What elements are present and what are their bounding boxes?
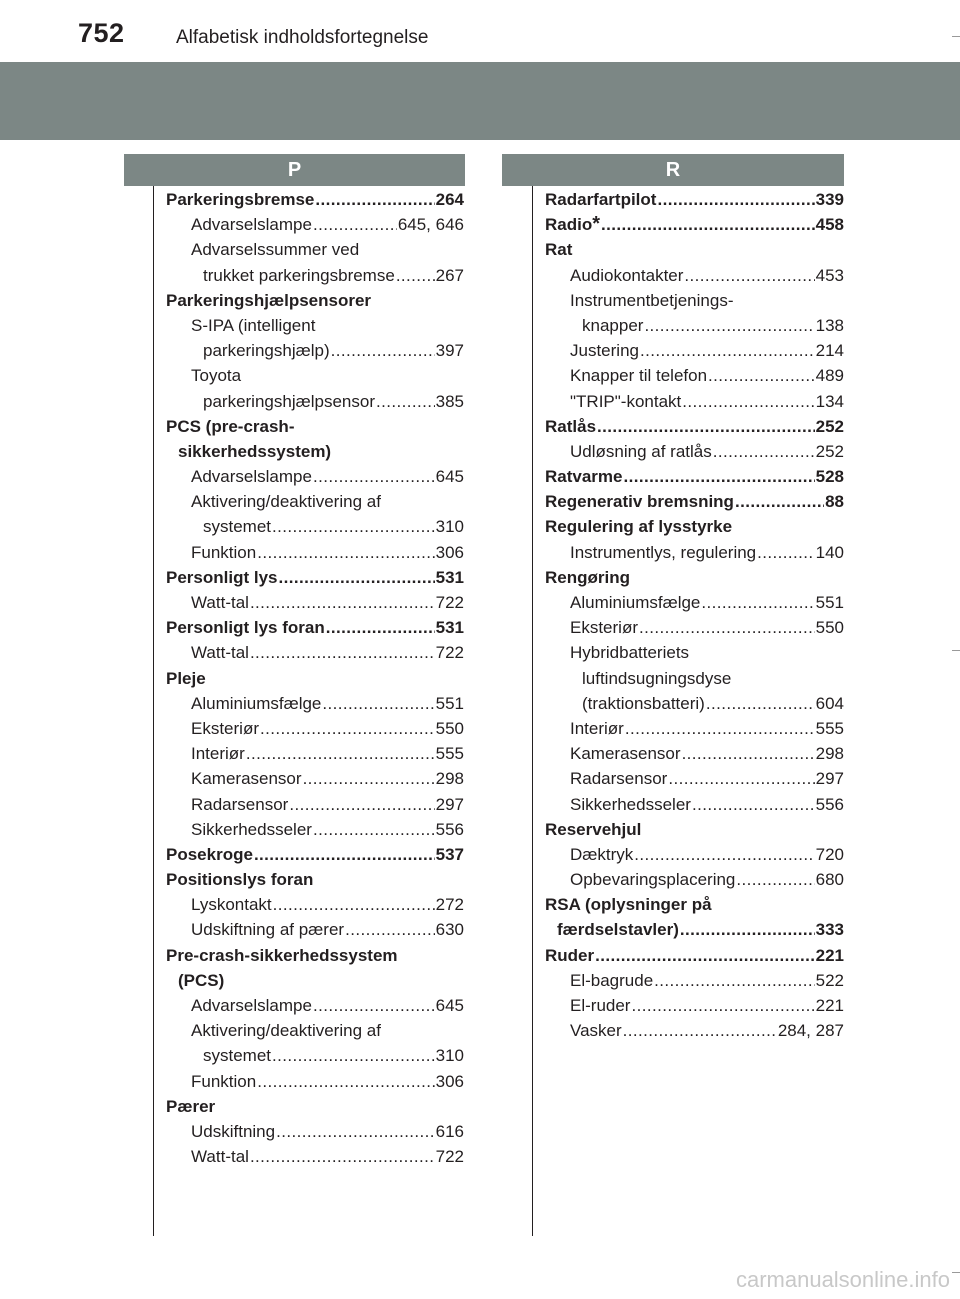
entry-text: Audiokontakter	[570, 265, 684, 285]
entry-text: sikkerhedssystem)	[178, 441, 332, 461]
index-subentry	[166, 817, 464, 842]
page-ref: 522	[815, 970, 844, 990]
dot-leader	[640, 338, 815, 363]
page-ref: 252	[815, 416, 844, 436]
dot-leader	[289, 792, 434, 817]
index-entry	[166, 615, 464, 640]
index-subentry	[545, 313, 844, 338]
dot-leader	[326, 615, 435, 640]
dot-leader	[396, 263, 435, 288]
index-subentry	[166, 993, 464, 1018]
dot-leader	[735, 489, 824, 514]
dot-leader	[601, 212, 815, 237]
index-subentry	[166, 237, 464, 262]
entry-text: Advarselslampe	[191, 996, 312, 1015]
index-entry	[166, 943, 464, 968]
entry-text: Personligt lys foran	[166, 618, 325, 638]
page-ref: 252	[815, 441, 844, 461]
page-ref: 458	[815, 215, 844, 235]
entry-text: (PCS)	[178, 970, 225, 990]
entry-text: Dæktryk	[570, 844, 634, 864]
page-ref: 310	[435, 517, 464, 537]
dot-leader	[654, 968, 814, 993]
page-ref: 556	[815, 794, 844, 814]
dot-leader	[595, 943, 815, 968]
page-ref: 489	[815, 366, 844, 386]
index-subentry	[166, 590, 464, 615]
entry-text: Sikkerhedsseler	[570, 794, 691, 814]
page-ref: 722	[435, 1147, 464, 1167]
entry-text: Interiør	[570, 718, 624, 738]
entry-text: Kamerasensor	[570, 744, 681, 764]
entry-text: knapper	[582, 315, 644, 335]
index-subentry	[166, 489, 464, 514]
page-ref: 531	[435, 567, 464, 587]
index-subentry	[545, 640, 844, 665]
entry-text: Radarsensor	[191, 794, 289, 814]
dot-leader	[257, 1069, 434, 1094]
entry-text: S-IPA (intelligent	[191, 315, 316, 335]
index-entry	[545, 514, 844, 539]
page-ref: 551	[815, 593, 844, 612]
index-subentry	[545, 363, 844, 388]
index-subentry	[545, 338, 844, 363]
page-ref: 138	[815, 315, 844, 335]
index-subentry	[166, 212, 464, 237]
entry-text: Posekroge	[166, 844, 253, 864]
page-ref: 134	[815, 391, 844, 411]
page-ref: 385	[435, 391, 464, 411]
index-entry: Radio * ..... 458	[545, 212, 844, 237]
entry-text: Regenerativ bremsning	[545, 492, 734, 512]
column-rule-left	[153, 186, 154, 1236]
index-subentry	[545, 540, 844, 565]
dot-leader	[257, 540, 434, 565]
index-subentry	[545, 439, 844, 464]
entry-text: Aktivering/deaktivering af	[191, 1021, 381, 1041]
entry-text: Rengøring	[545, 567, 630, 587]
index-subentry	[166, 691, 464, 716]
crop-mark	[952, 36, 960, 37]
page-ref: 722	[435, 643, 464, 663]
crop-mark	[952, 650, 960, 651]
index-entry	[545, 237, 844, 262]
entry-text: Aluminiumsfælge	[570, 593, 701, 612]
page-ref: 297	[815, 769, 844, 789]
dot-leader	[315, 187, 434, 212]
index-subentry	[166, 766, 464, 791]
dot-leader	[345, 917, 435, 942]
entry-text: Advarselslampe	[191, 467, 312, 487]
index-subentry	[166, 917, 464, 942]
page-ref: 680	[815, 870, 844, 890]
entry-text: Radarfartpilot	[545, 190, 657, 209]
entry-text: Hybridbatteriets	[570, 643, 690, 663]
entry-text: Radarsensor	[570, 769, 668, 789]
entry-text: luftindsugningsdyse	[582, 668, 732, 688]
index-subentry	[166, 1018, 464, 1043]
dot-leader	[713, 439, 815, 464]
dot-leader	[706, 691, 815, 716]
index-entry	[545, 414, 844, 439]
index-entry	[166, 867, 464, 892]
index-entry	[166, 439, 464, 464]
page-ref: 630	[435, 920, 464, 940]
entry-text: Reservehjul	[545, 819, 642, 839]
entry-text: Eksteriør	[570, 618, 638, 638]
entry-text: systemet	[203, 1046, 272, 1066]
index-entry	[545, 943, 844, 968]
entry-text: Opbevaringsplacering	[570, 870, 736, 890]
entry-text: Interiør	[191, 744, 245, 764]
page-ref: 556	[435, 819, 464, 839]
index-subentry	[166, 716, 464, 741]
entry-text: Parkeringshjælpsensorer	[166, 290, 372, 310]
index-subentry	[166, 741, 464, 766]
index-entry	[545, 565, 844, 590]
dot-leader	[631, 993, 814, 1018]
page-number: 752	[78, 18, 125, 48]
entry-text: Watt-tal	[191, 643, 249, 663]
index-entry	[166, 414, 464, 439]
dot-leader	[639, 615, 815, 640]
entry-text: Instrumentlys, regulering	[570, 542, 757, 562]
dot-leader	[303, 766, 435, 791]
index-subentry	[545, 691, 844, 716]
index-subentry	[166, 1043, 464, 1068]
crop-mark	[952, 1272, 960, 1273]
dot-leader	[272, 1043, 435, 1068]
entry-text: trukket parkeringsbremse	[203, 265, 395, 285]
entry-text: Funktion	[191, 1071, 257, 1091]
dot-leader	[278, 565, 434, 590]
page-ref: 537	[435, 844, 464, 864]
dot-leader	[260, 716, 435, 741]
dot-leader	[273, 892, 435, 917]
index-subentry	[545, 666, 844, 691]
page-ref: 333	[815, 920, 844, 940]
index-subentry	[166, 389, 464, 414]
page-ref: 531	[435, 618, 464, 638]
index-subentry	[166, 540, 464, 565]
page-ref: 339	[815, 190, 844, 209]
page-ref: 720	[815, 844, 844, 864]
entry-text: Rat	[545, 240, 573, 260]
column-rule-right	[532, 186, 533, 1236]
entry-text: systemet	[203, 517, 272, 537]
dot-leader	[682, 741, 815, 766]
entry-text: Funktion	[191, 542, 257, 562]
index-subentry	[166, 640, 464, 665]
entry-text: Justering	[570, 341, 639, 361]
entry-text: parkeringshjælpsensor	[203, 391, 375, 411]
entry-text: Parkeringsbremse	[166, 190, 315, 209]
entry-text: Ruder	[545, 945, 595, 965]
entry-text: Knapper til telefon	[570, 366, 708, 386]
index-entry	[545, 187, 844, 212]
page-ref: 722	[435, 593, 464, 612]
dot-leader	[623, 1018, 777, 1043]
entry-text: Aluminiumsfælge	[191, 693, 322, 713]
index-entry	[545, 817, 844, 842]
page-title: Alfabetisk indholdsfortegnelse	[176, 27, 429, 48]
entry-text: Personligt lys	[166, 567, 278, 587]
dot-leader	[680, 917, 815, 942]
page-ref: 140	[815, 542, 844, 562]
dot-leader	[313, 993, 435, 1018]
entry-text: Lyskontakt	[191, 895, 272, 915]
dot-leader	[313, 817, 435, 842]
entry-text: Sikkerhedsseler	[191, 819, 312, 839]
entry-text: Vasker	[570, 1021, 622, 1041]
entry-text: RSA (oplysninger på	[545, 895, 712, 915]
entry-text: Udskiftning af pærer	[191, 920, 345, 940]
page-ref: 550	[815, 618, 844, 638]
entry-text: Pre-crash-sikkerhedssystem	[166, 945, 398, 965]
entry-text: Eksteriør	[191, 718, 259, 738]
index-subentry	[545, 766, 844, 791]
entry-text: Aktivering/deaktivering af	[191, 492, 381, 512]
dot-leader	[757, 540, 814, 565]
index-entry	[166, 187, 464, 212]
dot-leader	[657, 187, 814, 212]
page-ref: 214	[815, 341, 844, 361]
entry-text: Toyota	[191, 366, 242, 386]
dot-leader	[376, 389, 435, 414]
entry-text: Watt-tal	[191, 593, 249, 612]
dot-leader	[682, 389, 814, 414]
index-subentry	[545, 1018, 844, 1043]
dot-leader	[272, 514, 435, 539]
index-subentry	[545, 993, 844, 1018]
page-ref: 604	[815, 693, 844, 713]
section-letter-p: P	[124, 154, 465, 186]
index-entry	[545, 892, 844, 917]
page-ref: 221	[815, 996, 844, 1015]
page-ref: 298	[815, 744, 844, 764]
entry-text: Advarselslampe	[191, 215, 312, 235]
dot-leader	[624, 464, 815, 489]
index-entry	[166, 666, 464, 691]
index-entry	[166, 288, 464, 313]
entry-text: parkeringshjælp)	[203, 341, 330, 361]
entry-text: Kamerasensor	[191, 769, 302, 789]
entry-text: Udskiftning	[191, 1121, 276, 1141]
entry-text: PCS (pre-crash-	[166, 416, 295, 436]
watermark: carmanualsonline.info	[735, 1267, 950, 1292]
index-subentry	[545, 968, 844, 993]
page-ref: 397	[435, 341, 464, 361]
section-letter-r: R	[502, 154, 844, 186]
entry-text: Ratlås	[545, 416, 597, 436]
page-ref: 306	[435, 542, 464, 562]
dot-leader	[692, 792, 815, 817]
dot-leader	[246, 741, 435, 766]
dot-leader	[701, 590, 814, 615]
index-subentry	[166, 1119, 464, 1144]
page-ref: 284, 287	[777, 1021, 844, 1041]
page-ref: 645, 646	[397, 215, 464, 235]
dot-leader	[597, 414, 815, 439]
index-subentry	[545, 716, 844, 741]
page-ref: 267	[435, 265, 464, 285]
entry-text: Pleje	[166, 668, 206, 688]
index-entry	[545, 917, 844, 942]
entry-text: Radio	[545, 215, 593, 235]
index-subentry	[166, 313, 464, 338]
entry-text: El-bagrude	[570, 970, 654, 990]
dot-leader	[736, 867, 814, 892]
index-subentry	[545, 263, 844, 288]
index-column-p	[166, 187, 464, 1169]
index-subentry	[545, 867, 844, 892]
page-ref: 272	[435, 895, 464, 915]
dot-leader	[313, 212, 397, 237]
page-ref: 645	[435, 467, 464, 487]
index-entry	[166, 1094, 464, 1119]
entry-text: Regulering af lysstyrke	[545, 517, 733, 537]
index-subentry	[166, 464, 464, 489]
index-subentry	[545, 792, 844, 817]
page-ref: 555	[815, 718, 844, 738]
index-subentry	[545, 288, 844, 313]
dot-leader	[276, 1119, 435, 1144]
page-header	[0, 0, 960, 62]
page-ref: 453	[815, 265, 844, 285]
header-band	[0, 62, 960, 140]
page-ref: 264	[435, 190, 464, 209]
index-subentry	[166, 338, 464, 363]
page-ref: 221	[815, 945, 844, 965]
entry-text: Instrumentbetjenings-	[570, 290, 734, 310]
dot-leader	[668, 766, 814, 791]
dot-leader	[250, 590, 435, 615]
entry-text: Watt-tal	[191, 1147, 249, 1167]
index-subentry	[545, 842, 844, 867]
entry-text: Advarselssummer ved	[191, 240, 360, 260]
index-entry	[166, 565, 464, 590]
index-subentry	[545, 389, 844, 414]
page-ref: 298	[435, 769, 464, 789]
dot-leader	[250, 1144, 435, 1169]
index-subentry	[166, 1144, 464, 1169]
page-ref: 555	[435, 744, 464, 764]
dot-leader	[254, 842, 435, 867]
page-ref: 645	[435, 996, 464, 1015]
dot-leader	[634, 842, 814, 867]
index-subentry	[166, 514, 464, 539]
dot-leader	[644, 313, 814, 338]
entry-text: El-ruder	[570, 996, 631, 1015]
index-subentry	[545, 615, 844, 640]
entry-text: (traktionsbatteri)	[582, 693, 705, 713]
entry-text: færdselstavler)	[557, 920, 679, 940]
index-entry	[545, 464, 844, 489]
index-subentry	[166, 792, 464, 817]
dot-leader	[313, 464, 435, 489]
page-ref: 616	[435, 1121, 464, 1141]
dot-leader	[331, 338, 435, 363]
index-subentry	[166, 1069, 464, 1094]
index-entry	[166, 842, 464, 867]
index-subentry	[545, 590, 844, 615]
page-ref: 310	[435, 1046, 464, 1066]
index-entry	[545, 489, 844, 514]
entry-text: Udløsning af ratlås	[570, 441, 712, 461]
page-ref: 551	[435, 693, 464, 713]
entry-text: "TRIP"-kontakt	[570, 391, 682, 411]
dot-leader	[625, 716, 815, 741]
index-subentry	[166, 363, 464, 388]
index-subentry	[545, 741, 844, 766]
index-entry	[166, 968, 464, 993]
index-column-r	[545, 187, 844, 1043]
page-ref: 550	[435, 718, 464, 738]
entry-text: Ratvarme	[545, 467, 623, 487]
entry-text: Positionslys foran	[166, 870, 314, 890]
dot-leader	[250, 640, 435, 665]
page-ref: 306	[435, 1071, 464, 1091]
entry-text: Pærer	[166, 1096, 216, 1116]
dot-leader	[708, 363, 815, 388]
page-ref: 88	[825, 492, 844, 512]
dot-leader	[684, 263, 814, 288]
page-ref: 528	[815, 467, 844, 487]
index-subentry	[166, 892, 464, 917]
dot-leader	[322, 691, 434, 716]
index-subentry	[166, 263, 464, 288]
page-ref: 297	[435, 794, 464, 814]
